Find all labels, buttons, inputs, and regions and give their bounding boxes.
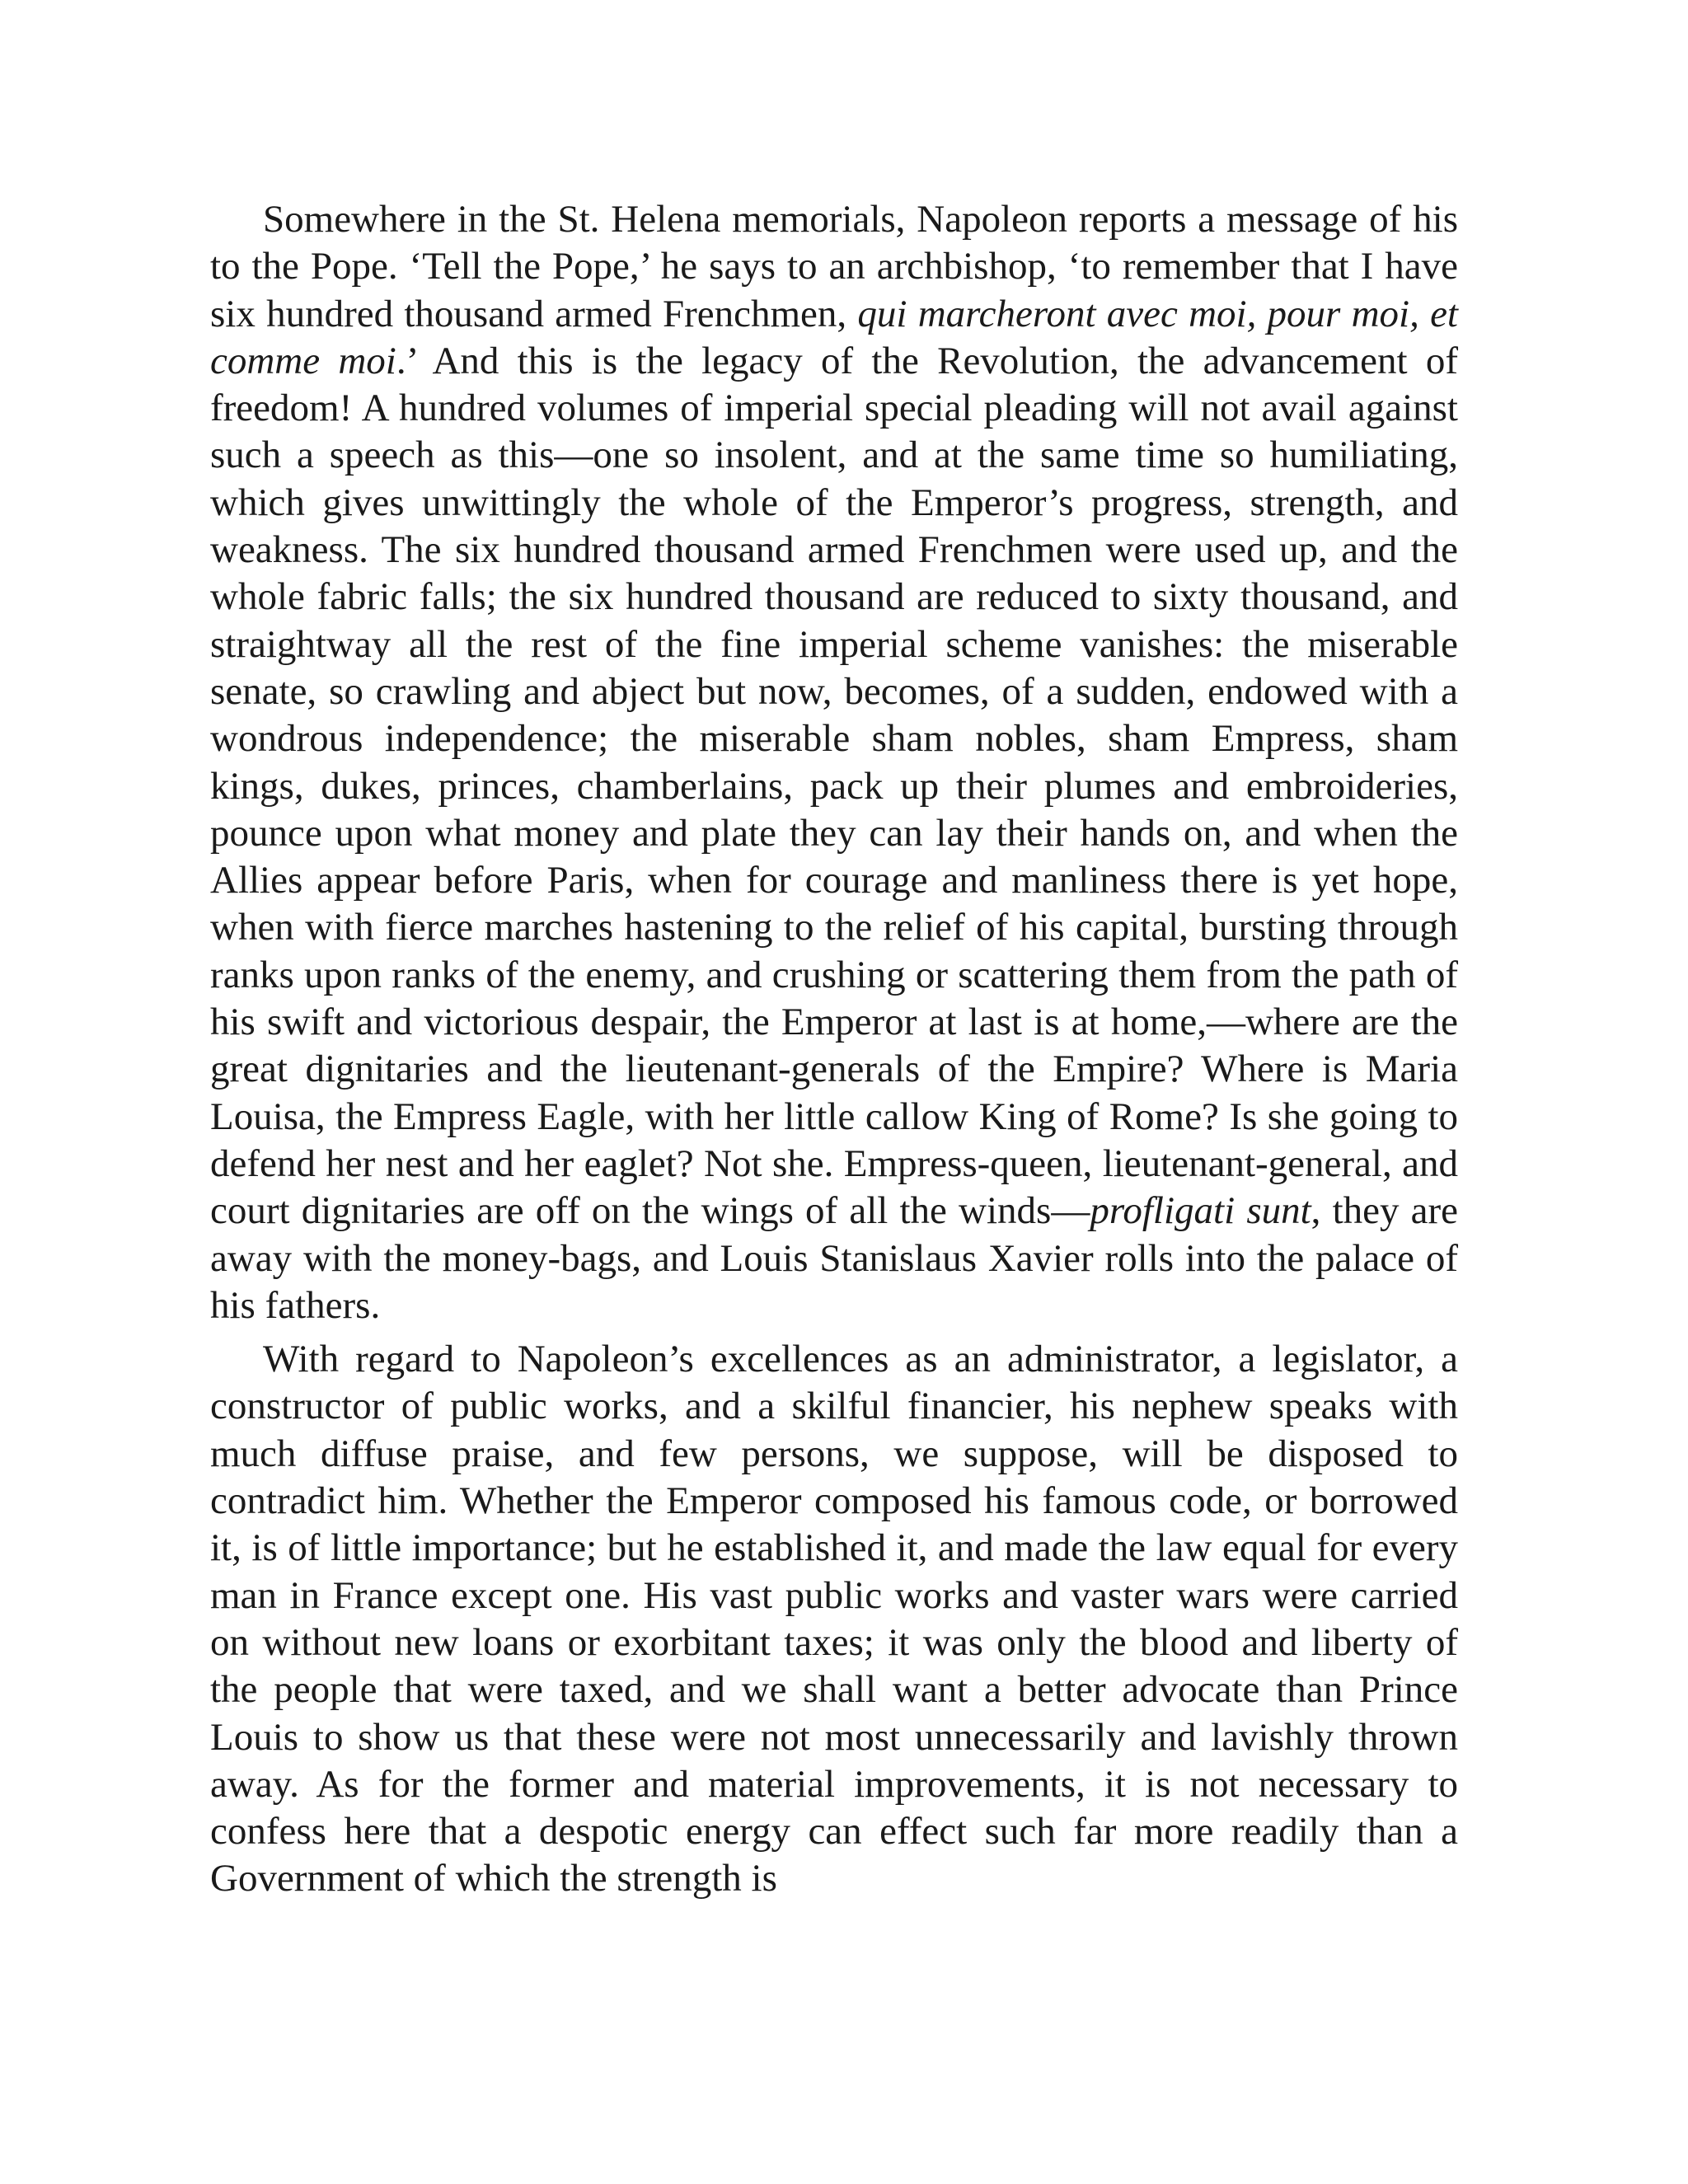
paragraph-napoleon-message	[210, 196, 1458, 1329]
italic-latin-phrase: profligati sunt	[1090, 1189, 1311, 1233]
italic-french-quote: qui marcheront avec moi, pour moi, et comme moi	[210, 292, 1458, 382]
text-segment: Somewhere in the St. Helena memorials, Napoleon reports a message of his to the Pope. ‘Tell the Pope,’ he says to an archbishop, ‘to remember that I have six hundred thousand armed Frenchmen,	[210, 198, 1458, 335]
text-segment: , they are away with the money-bags, and Louis Stanislaus Xavier rolls into the palace of his fathers.	[210, 1189, 1459, 1327]
body-text	[210, 196, 1458, 1903]
text-segment: With regard to Napoleon’s excellences as an administrator, a legislator, a constructor of public works, and a skilful financier, his nephew speaks with much diffuse praise, and few persons, we suppose, will be disposed to contradict him. Whether the Emperor composed his famous code, or borrowed it, is of little importance; but he established it, and made the law equal for every man in France except one. His vast public works and vaster wars were carried on without new loans or exorbitant taxes; it was only the blood and liberty of the people that were taxed, and we shall want a better advocate than Prince Louis to show us that these were not most unnecessarily and lavishly thrown away. As for the former and material improvements, it is not necessary to confess here that a despotic energy can effect such far more readily than a Government of which the strength is	[210, 1338, 1458, 1900]
paragraph-administrator	[210, 1336, 1458, 1903]
text-segment: .’ And this is the legacy of the Revolution, the advancement of freedom! A hundred volumes of imperial special pleading will not avail against such a speech as this—one so insolent, and at the same time so humiliating, which gives unwittingly the whole of the Emperor’s progress, strength, and weakness. The six hundred thousand armed Frenchmen were used up, and the whole fabric falls; the six hundred thousand are reduced to sixty thousand, and straightway all the rest of the fine imperial scheme vanishes: the miserable senate, so crawling and abject but now, becomes, of a sudden, endowed with a wondrous independence; the miserable sham nobles, sham Empress, sham kings, dukes, princes, chamberlains, pack up their plumes and embroideries, pounce upon what money and plate they can lay their hands on, and when the Allies appear before Paris, when for courage and manliness there is yet hope, when with fierce marches hastening to the relief of his capital, bursting through ranks upon ranks of the enemy, and crushing or scattering them from the path of his swift and victorious despair, the Emperor at last is at home,—where are the great dignitaries and the lieutenant-generals of the Empire? Where is Maria Louisa, the Empress Eagle, with her little callow King of Rome? Is she going to defend her nest and her eaglet? Not she. Empress-queen, lieutenant-general, and court dignitaries are off on the wings of all the winds—	[210, 339, 1458, 1233]
